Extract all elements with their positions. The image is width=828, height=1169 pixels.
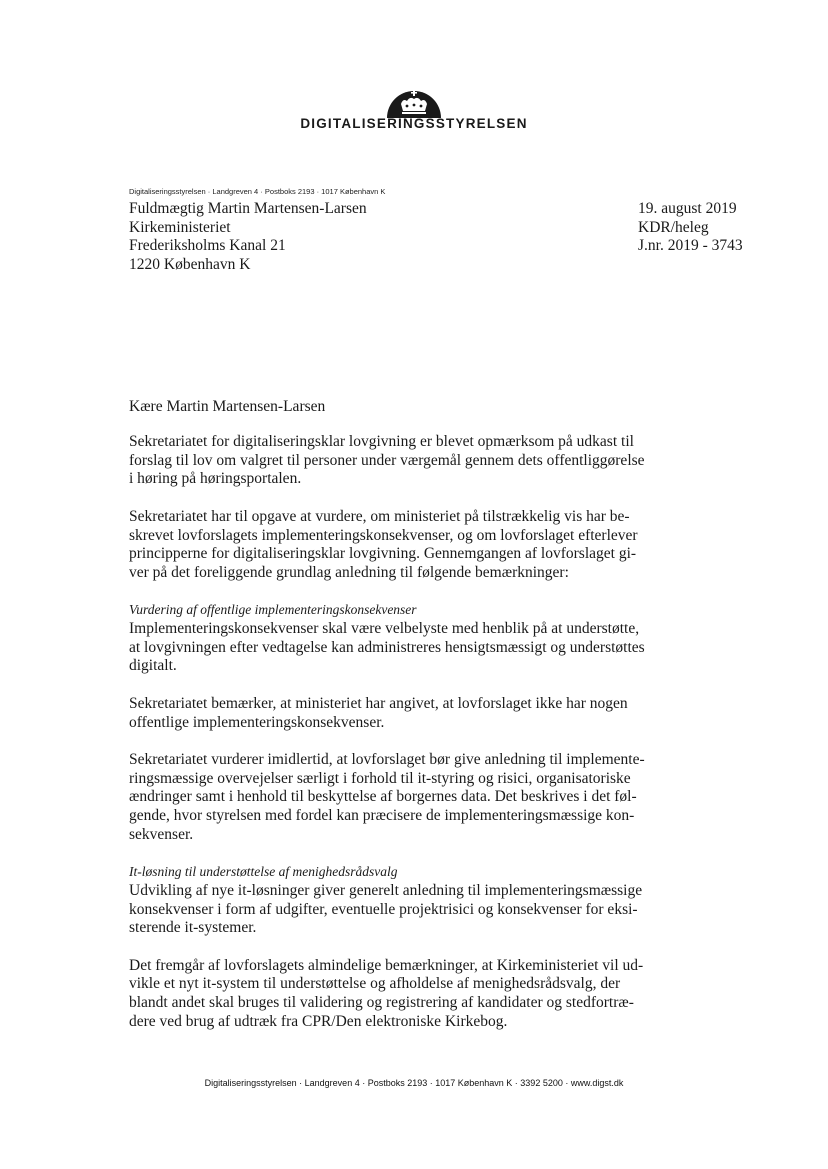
section-heading: Vurdering af offentlige implementeringskonsekvenser xyxy=(129,602,417,618)
paragraph-line: forslag til lov om valgret til personer under værgemål gennem dets offentliggørelse xyxy=(129,451,645,469)
recipient-address xyxy=(129,200,367,274)
letter-reference: KDR/heleg xyxy=(638,218,709,236)
paragraph-line: gende, hvor styrelsen med fordel kan præcisere de implementeringsmæssige kon- xyxy=(129,807,635,824)
paragraph xyxy=(129,508,649,583)
paragraph xyxy=(129,601,649,676)
paragraph-line: Implementeringskonsekvenser skal være velbelyste med henblik på at understøtte, xyxy=(129,620,640,637)
paragraph-line: vikle et nyt it-system til understøttelse og afholdelse af menighedsrådsvalg, der xyxy=(129,975,621,993)
recipient-line: Kirkeministeriet xyxy=(129,218,231,236)
letter-date: 19. august 2019 xyxy=(638,200,737,217)
crown-logo-icon xyxy=(385,84,443,118)
letter-body xyxy=(129,433,649,1050)
paragraph-line: ændringer samt i henhold til beskyttelse af borgernes data. Det beskrives i det føl- xyxy=(129,788,637,806)
paragraph xyxy=(129,433,649,489)
section-heading: It-løsning til understøttelse af menighedsrådsvalg xyxy=(129,864,398,880)
paragraph-line: sterende it-systemer. xyxy=(129,919,257,937)
paragraph xyxy=(129,695,649,732)
paragraph-line: konsekvenser i form af udgifter, eventuelle projektrisici og konsekvenser for eksi- xyxy=(129,900,638,918)
paragraph-line: offentlige implementeringskonsekvenser. xyxy=(129,713,385,731)
recipient-line: Fuldmægtig Martin Martensen-Larsen xyxy=(129,200,367,217)
paragraph-line: ringsmæssige overvejelser særligt i forhold til it-styring og risici, organisatoriske xyxy=(129,769,631,787)
logo-text: DIGITALISERINGSSTYRELSEN xyxy=(300,116,528,131)
paragraph-line: digitalt. xyxy=(129,657,177,675)
paragraph-line: Sekretariatet vurderer imidlertid, at lovforslaget bør give anledning til implemente- xyxy=(129,750,645,768)
salutation: Kære Martin Martensen-Larsen xyxy=(129,398,326,415)
paragraph-line: dere ved brug af udtræk fra CPR/Den elektroniske Kirkebog. xyxy=(129,1012,508,1030)
recipient-line: Frederiksholms Kanal 21 xyxy=(129,237,286,254)
letterhead xyxy=(0,84,828,131)
paragraph-line: Sekretariatet for digitaliseringsklar lovgivning er blevet opmærksom på udkast til xyxy=(129,433,634,450)
paragraph-line: skrevet lovforslagets implementeringskonsekvenser, og om lovforslaget efterlever xyxy=(129,526,638,544)
paragraph-line: ver på det foreliggende grundlag anledning til følgende bemærkninger: xyxy=(129,563,569,581)
return-address: Digitaliseringsstyrelsen · Landgreven 4 · Postboks 2193 · 1017 København K xyxy=(129,187,386,196)
paragraph-line: Det fremgår af lovforslagets almindelige bemærkninger, at Kirkeministeriet vil ud- xyxy=(129,956,644,974)
paragraph xyxy=(129,751,649,845)
journal-number: J.nr. 2019 - 3743 xyxy=(638,237,743,254)
paragraph-line: i høring på høringsportalen. xyxy=(129,470,302,488)
recipient-line: 1220 København K xyxy=(129,255,251,273)
paragraph-line: blandt andet skal bruges til validering og registrering af kandidater og stedfortræ- xyxy=(129,994,634,1011)
paragraph-line: at lovgivningen efter vedtagelse kan administreres hensigtsmæssigt og understøttes xyxy=(129,638,645,656)
paragraph-line: Udvikling af nye it-løsninger giver generelt anledning til implementeringsmæssige xyxy=(129,881,643,899)
paragraph-line: sekvenser. xyxy=(129,825,194,843)
paragraph xyxy=(129,863,649,938)
paragraph-line: principperne for digitaliseringsklar lovgivning. Gennemgangen af lovforslaget gi- xyxy=(129,545,637,563)
paragraph-line: Sekretariatet har til opgave at vurdere, om ministeriet på tilstrækkelig vis har be- xyxy=(129,507,630,525)
paragraph-line: Sekretariatet bemærker, at ministeriet har angivet, at lovforslaget ikke har nogen xyxy=(129,694,628,712)
footer-address: Digitaliseringsstyrelsen · Landgreven 4 · Postboks 2193 · 1017 København K · 3392 5200 · www.digst.dk xyxy=(204,1078,624,1088)
paragraph xyxy=(129,957,649,1032)
letter-meta xyxy=(638,200,743,256)
